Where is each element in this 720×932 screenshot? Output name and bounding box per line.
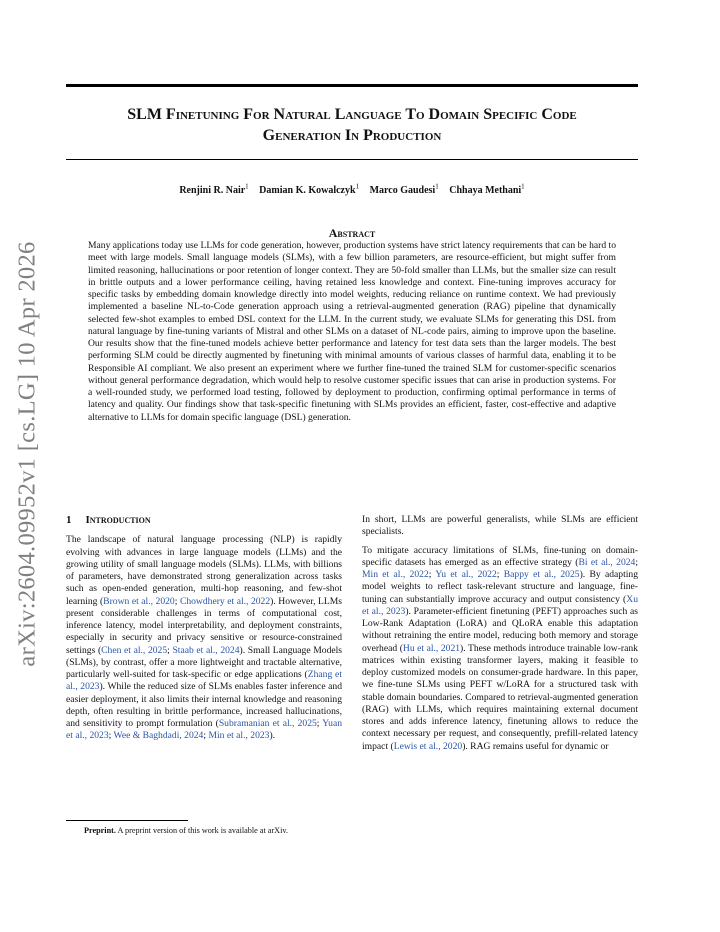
right-column	[362, 514, 638, 759]
author: Damian K. Kowalczyk$^1$	[259, 183, 360, 197]
abstract-heading: Abstract	[328, 226, 376, 240]
footnote-rule	[66, 820, 188, 821]
citation-link[interactable]: Wee & Baghdadi, 2024	[113, 730, 204, 742]
author-list	[66, 183, 638, 196]
left-column	[66, 514, 342, 749]
citation-link[interactable]: Staab et al., 2024	[172, 644, 240, 656]
abstract-text: Many applications today use LLMs for code generation, however, production systems have strict latency requirements that can be hard to meet with large models. Small language models (SLMs), with a few billion parameters, are resource-efficient, but might suffer from limited reasoning, hallucinations or poor retention of longer context. They are 50-fold smaller than LLMs, but the smaller size can result in brittle outputs and a lower performance ceiling, having retained less knowledge and context. Fine-tuning improves accuracy for specific tasks by embedding domain knowledge directly into model weights, reducing reliance on runtime context. We had previously implemented a baseline NL-to-Code generation approach using a retrieval-augmented generation (RAG) pipeline that dynamically selected few-shot examples to embed DSL context for the LLM. In the current study, we evaluate SLMs for generating this DSL from natural language by fine-tuning variants of Mistral and other SLMs on a dataset of NL-code pairs, aiming to improve upon the baseline. Our results show that the fine-tuned models achieve better performance and latency for test data sets than the larger models. The best performing SLM could be directly augmented by finetuning with minimal amounts of various classes of harmful data, enabling it to be Responsible AI compliant. We also present an experiment where we further fine-tuned the trained SLM for customer-specific scenarios without general performance degradation, which would help to resolve customer specific issues that can arise in production systems. For a well-rounded study, we performed load testing, followed by deployment to production, confirming optimal performance in terms of latency and quality. Our findings show that task-specific finetuning with SLMs provides an efficient, faster, cost-effective and adaptive alternative to LLMs for domain specific language (DSL) generation.	[88, 240, 616, 423]
citation-link[interactable]: Yuan et al., 2023	[66, 718, 342, 742]
intro-paragraph-1: The landscape of natural language processing (NLP) is rapidly evolving with advances in large language models (LLMs) and the growing utility of small language models (SLMs). LLMs, with billions of parameters, have demonstrated strong generalization across tasks such as open-ended generation, multi-hop reasoning, and few-shot learning (Brown et al., 2020; Chowdhery et al., 2022). However, LLMs present considerable challenges in terms of computational cost, inference latency, model interpretability, and deployment constraints, especially in security and privacy sensitive or resource-constrained settings (Chen et al., 2025; Staab et al., 2024). Small Language Models (SLMs), by contrast, offer a more lightweight and tractable alternative, particularly well-suited for task-specific or edge applications (Zhang et al., 2023). While the reduced size of SLMs enables faster inference and easier deployment, it also limits their internal knowledge and reasoning depth, often resulting in brittle performance, increased hallucinations, and sensitivity to prompt formulation (Subramanian et al., 2025; Yuan et al., 2023; Wee & Baghdadi, 2024; Min et al., 2023).	[66, 534, 343, 742]
section-title: Introduction	[85, 514, 151, 526]
citation-link[interactable]: Min et al., 2022	[362, 569, 429, 580]
citation-link[interactable]: Subramanian et al., 2025	[218, 718, 317, 729]
arxiv-identifier: arXiv:2604.09952v1 [cs.LG] 10 Apr 2026	[14, 241, 41, 667]
intro-paragraph-3: To mitigate accuracy limitations of SLMs, fine-tuning on domain-specific datasets has emerged as an effective strategy (Bi et al., 2024; Min et al., 2022; Yu et al., 2022; Bappy et al., 2025). By adapting model weights to reflect task-relevant structure and language, fine-tuning can substantially improve accuracy and output consistency (Xu et al., 2023). Parameter-efficient finetuning (PEFT) approaches such as Low-Rank Adaptation (LoRA) and QLoRA enable this adaptation without retraining the entire model, reducing both memory and storage overhead (Hu et al., 2021). These methods introduce trainable low-rank matrices within existing transformer layers, making it feasible to deploy customized models on consumer-grade hardware. In this paper, we fine-tune SLMs using PEFT w/LoRA for a structured task with stable domain boundaries. Compared to retrieval-augmented generation (RAG) with LLMs, which requires maintaining external document stores and adds inference latency, finetuning allows to reduce the context necessary per request, and consequently, prefill-related latency impact (Lewis et al., 2020). RAG remains useful for dynamic or	[362, 544, 639, 752]
citation-link[interactable]: Yu et al., 2022	[435, 569, 497, 580]
title-line-2: Generation In Production	[262, 127, 442, 144]
citation-link[interactable]: Brown et al., 2020	[103, 595, 175, 607]
title-bottom-rule	[66, 159, 638, 160]
section-heading	[66, 514, 342, 526]
arxiv-side-stamp	[9, 241, 47, 667]
preprint-footnote	[84, 826, 344, 835]
citation-link[interactable]: Chen et al., 2025	[101, 644, 168, 656]
author: Marco Gaudesi$^1$	[369, 183, 439, 197]
citation-link[interactable]: Zhang et al., 2023	[66, 669, 342, 693]
section-number: 1	[66, 514, 72, 526]
citation-link[interactable]: Bi et al., 2024	[578, 556, 636, 568]
citation-link[interactable]: Bappy et al., 2025	[503, 569, 580, 580]
footnote-text: A preprint version of this work is available at arXiv.	[115, 826, 288, 835]
author: Renjini R. Nair$^1$	[179, 183, 249, 197]
citation-link[interactable]: Chowdhery et al., 2022	[179, 595, 271, 607]
author: Chhaya Methani$^1$	[449, 183, 525, 197]
citation-link[interactable]: Xu et al., 2023	[362, 593, 638, 617]
intro-paragraph-2: In short, LLMs are powerful generalists, while SLMs are efficient specialists.	[362, 514, 638, 538]
citation-link[interactable]: Lewis et al., 2020	[393, 740, 463, 752]
title-top-rule	[66, 84, 638, 87]
title-line-1: SLM Finetuning For Natural Language To Domain Specific Code	[127, 106, 577, 123]
citation-link[interactable]: Hu et al., 2021	[402, 642, 461, 654]
footnote-label: Preprint.	[84, 826, 116, 835]
citation-link[interactable]: Min et al., 2023	[208, 730, 270, 742]
paper-title	[66, 104, 638, 146]
